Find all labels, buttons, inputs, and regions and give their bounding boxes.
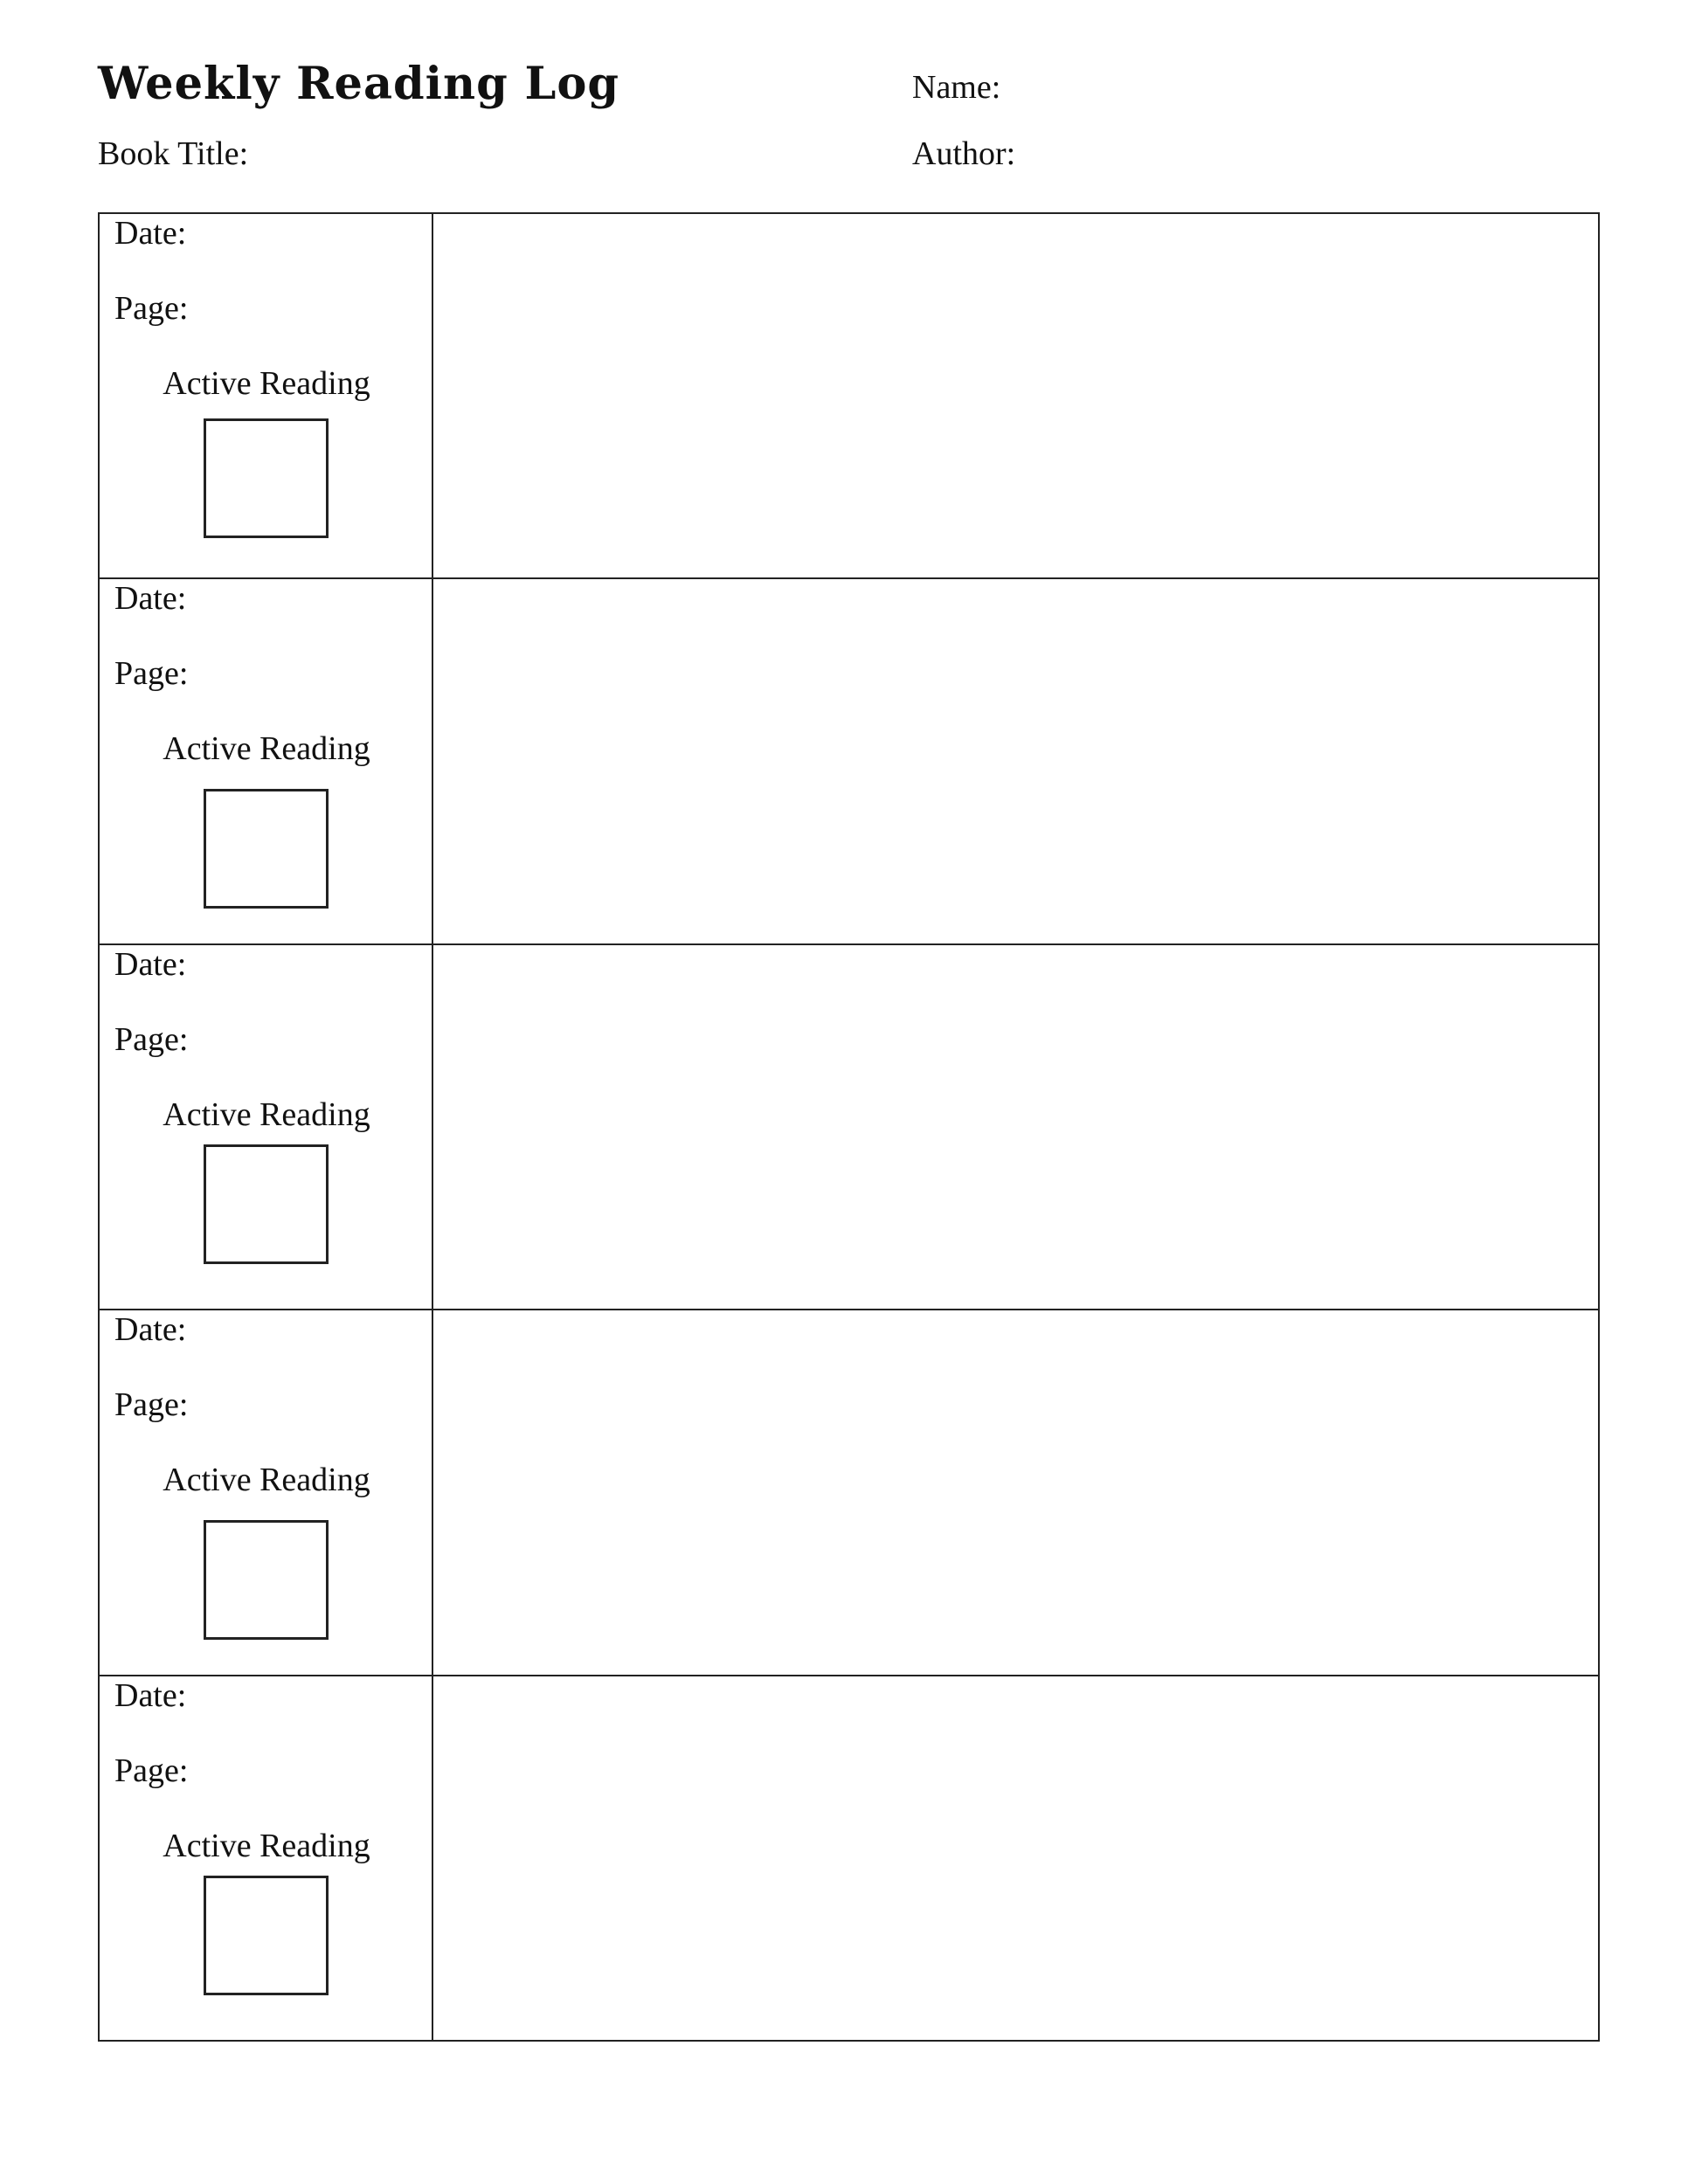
log-row [100,1676,1598,2040]
reading-log-table [98,212,1600,2042]
log-entry-info-cell [100,579,433,943]
active-reading-label: Active Reading [163,730,370,768]
date-label: Date: [114,945,187,983]
active-reading-checkbox[interactable] [204,1520,329,1640]
page-title: Weekly Reading Log [98,58,620,110]
notes-area[interactable] [433,214,1598,577]
active-reading-checkbox[interactable] [204,789,329,909]
date-label: Date: [114,215,187,252]
active-reading-checkbox[interactable] [204,1876,329,1995]
name-label: Name: [912,69,1001,106]
active-reading-label: Active Reading [163,1462,370,1499]
notes-area[interactable] [433,1310,1598,1674]
notes-area[interactable] [433,579,1598,943]
page-label: Page: [114,1752,189,1789]
page-label: Page: [114,1386,189,1424]
active-reading-checkbox[interactable] [204,418,329,538]
active-reading-label: Active Reading [163,365,370,402]
notes-area[interactable] [433,1676,1598,2040]
log-entry-info-cell [100,214,433,577]
date-label: Date: [114,580,187,618]
page-label: Page: [114,655,189,693]
log-entry-info-cell [100,945,433,1309]
log-row [100,214,1598,579]
active-reading-label: Active Reading [163,1827,370,1864]
page-label: Page: [114,1020,189,1058]
book-title-label: Book Title: [98,135,249,172]
active-reading-checkbox[interactable] [204,1144,329,1264]
date-label: Date: [114,1311,187,1349]
author-label: Author: [912,135,1016,172]
log-row [100,579,1598,944]
log-row [100,1310,1598,1676]
date-label: Date: [114,1676,187,1714]
notes-area[interactable] [433,945,1598,1309]
log-row [100,945,1598,1310]
log-entry-info-cell [100,1310,433,1674]
active-reading-label: Active Reading [163,1095,370,1133]
page-label: Page: [114,290,189,327]
log-entry-info-cell [100,1676,433,2040]
